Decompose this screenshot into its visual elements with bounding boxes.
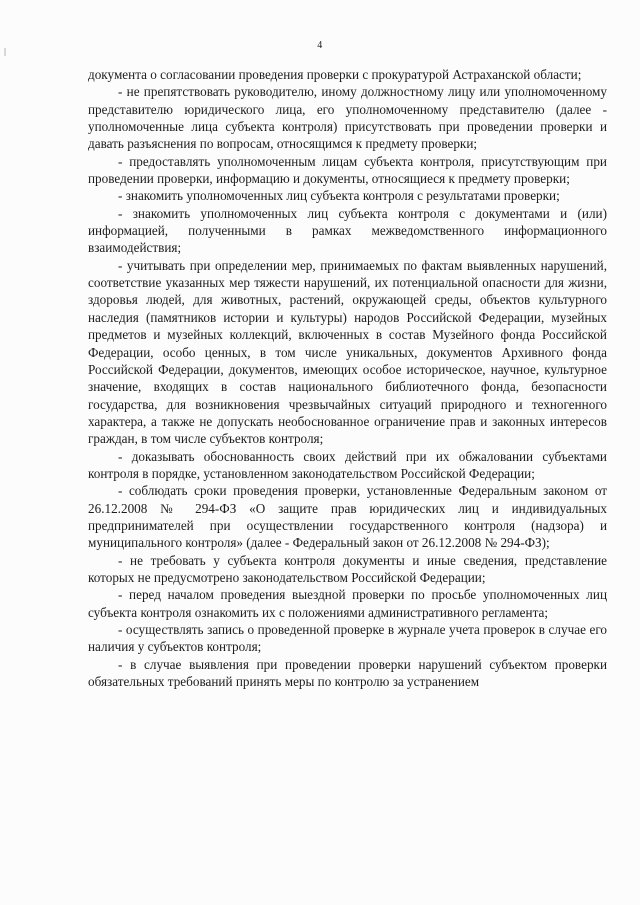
paragraph-obligation: - в случае выявления при проведении проверки нарушений субъектом проверки обязательных требований принять меры по контролю за устранением: [88, 656, 607, 690]
paragraph-obligation: - знакомить уполномоченных лиц субъекта контроля с документами и (или) информацией, полученными в рамках межведомственного информационного взаимодействия;: [88, 205, 607, 256]
paragraph-obligation: - предоставлять уполномоченным лицам субъекта контроля, присутствующим при проведении проверки, информацию и документы, относящиеся к предмету проверки;: [88, 153, 607, 187]
paragraph-obligation: - не препятствовать руководителю, иному должностному лицу или уполномоченному представителю юридического лица, его уполномоченному представителю (далее - уполномоченные лица субъекта контроля) присутствовать при проведении проверки и давать разъяснения по вопросам, относящимся к предмету проверки;: [88, 84, 607, 152]
document-body: [88, 66, 607, 690]
paragraph-obligation: - осуществлять запись о проведенной проверке в журнале учета проверок в случае его наличия у субъектов контроля;: [88, 622, 607, 655]
paragraph-obligation: - доказывать обоснованность своих действий при их обжаловании субъектами контроля в порядке, установленном законодательством Российской Федерации;: [88, 448, 607, 481]
paragraph-continuation: документа о согласовании проведения проверки с прокуратурой Астраханской области;: [88, 67, 582, 82]
paragraph-obligation: - знакомить уполномоченных лиц субъекта контроля с результатами проверки;: [118, 188, 560, 204]
paragraph-obligation: - соблюдать сроки проведения проверки, установленные Федеральным законом от 26.12.2008 № 294-ФЗ «О защите прав юридических лиц и индивидуальных предпринимателей при осуществлении государственного контроля (надзора) и муниципального контроля» (далее - Федеральный закон от 26.12.2008 № 294-ФЗ);: [88, 483, 607, 551]
page-number: 4: [317, 40, 323, 51]
paragraph-obligation: - учитывать при определении мер, принимаемых по фактам выявленных нарушений, соответствие указанных мер тяжести нарушений, их потенциальной опасности для жизни, здоровья людей, для животных, растений, окружающей среды, объектов культурного наследия (памятников истории и культуры) народов Российской Федерации, музейных предметов и музейных коллекций, включенных в состав Музейного фонда Российской Федерации, особо ценных, в том числе уникальных, документов Архивного фонда Российской Федерации, документов, имеющих особое историческое, научное, культурное значение, входящих в состав национального библиотечного фонда, безопасности государства, для возникновения чрезвычайных ситуаций природного и техногенного характера, а также не допускать необоснованное ограничение прав и законных интересов граждан, в том числе субъектов контроля;: [88, 257, 607, 447]
paragraph-obligation: - перед началом проведения выездной проверки по просьбе уполномоченных лиц субъекта контроля ознакомить их с положениями административного регламента;: [88, 587, 607, 620]
paragraph-obligation: - не требовать у субъекта контроля документы и иные сведения, представление которых не предусмотрено законодательством Российской Федерации;: [88, 552, 607, 585]
